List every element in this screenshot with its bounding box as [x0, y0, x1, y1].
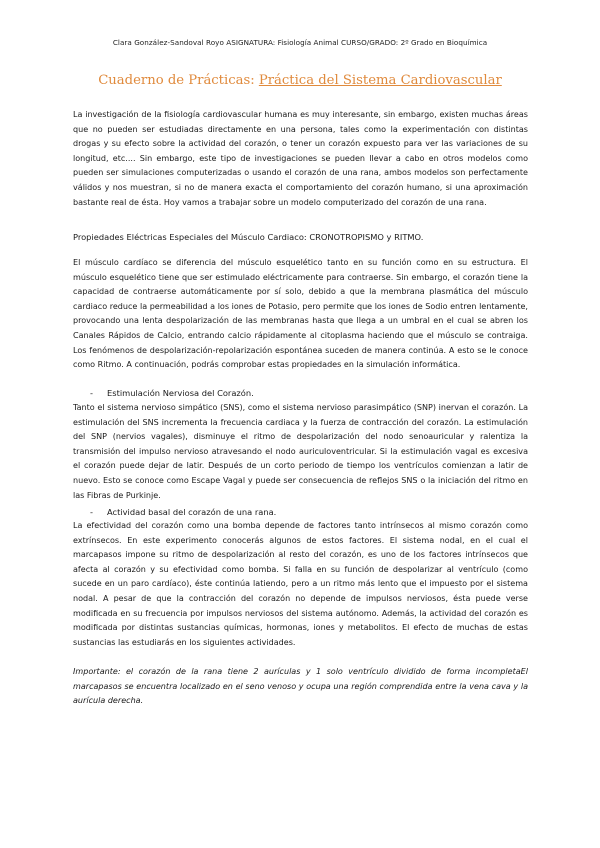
basal-activity-text: La efectividad del corazón como una bomba depende de factores tanto intrínsecos al mismo corazón como extrínsecos. En este experimento conocerás algunos de estos factores. El sistema nodal, en el cual el marcapasos impone su ritmo de despolarización al resto del corazón, es uno de los factores intrínsecos que afecta al corazón y su efectividad como bomba. Si falla en su función de despolarizar al ventrículo (como sucede en un paro cardíaco), éste continúa latiendo, pero a un ritmo más lento que el impuesto por el sistema nodal. A pesar de que la contracción del corazón no depende de impulsos nerviosos, ésta puede verse modificada en su frecuencia por impulsos nerviosos del sistema autónomo. Además, la actividad del corazón es modificada por distintas sustancias químicas, hormonas, iones y metabolitos. El efecto de muchas de estas sustancias las estudiarás en los siguientes actividades. [73, 521, 528, 647]
page-header: Clara González-Sandoval Royo ASIGNATURA: Fisiología Animal CURSO/GRADO: 2º Grado en Bioquímica [112, 38, 488, 47]
bullet-dash: - [90, 507, 93, 517]
bullet-title: Actividad basal del corazón de una rana. [107, 507, 277, 517]
title-prefix: Cuaderno de Prácticas: [98, 73, 259, 88]
section-electrical-properties-text: El músculo cardíaco se diferencia del músculo esquelético tanto en su función como en su estructura. El músculo esquelético tiene que ser estimulado eléctricamente para contraerse. Sin embargo, el corazón tiene la capacidad de contraerse automáticamente por sí solo, debido a que la membrana plasmática del músculo cardiaco reduce la permeabilidad a los iones de Potasio, pero permite que los iones de Sodio entren lentamente, provocando una lenta despolarización de las membranas hasta que llega a un umbral en el cual se abren los Canales Rápidos de Calcio, entrando calcio rápidamente al citoplasma haciendo que el músculo se contraiga. Los fenómenos de despolarización-repolarización espontánea suceden de manera continúa. A esto se le conoce como Ritmo. A continuación, podrás comprobar estas propiedades en la simulación informática. [73, 258, 528, 370]
important-note: Importante: el corazón de la rana tiene 2 aurículas y 1 solo ventrículo dividido de forma incompletaEl marcapasos se encuentra localizado en el seno venoso y ocupa una región comprendida entre la vena cava y la aurícula derecha. [73, 667, 528, 706]
title-link[interactable]: Práctica del Sistema Cardiovascular [258, 73, 502, 88]
intro-paragraph: La investigación de la fisiología cardiovascular humana es muy interesante, sin embargo, existen muchas áreas que no pueden ser estudiadas directamente en una persona, tales como la experimentación con distintas drogas y su efecto sobre la actividad del corazón, o tener un corazón expuesto para ver las variaciones de su longitud, etc.... Sin embargo, este tipo de investigaciones se pueden llevar a cabo en otros modelos como pueden ser simulaciones computerizadas o usando el corazón de una rana, ambos modelos son perfectamente válidos y nos muestran, si no de manera exacta el comportamiento del corazón humano, si una aproximación bastante real de ésta. Hoy vamos a trabajar sobre un modelo computerizado del corazón de una rana. [73, 110, 528, 207]
bullet-dash: - [90, 388, 93, 398]
section-title-electrical-properties: Propiedades Eléctricas Especiales del Músculo Cardiaco: CRONOTROPISMO y RITMO. [73, 232, 424, 242]
bullet-heading-nervous-stimulation [73, 386, 545, 401]
bullet-heading-basal-activity [73, 505, 545, 520]
nervous-stimulation-text: Tanto el sistema nervioso simpático (SNS), como el sistema nervioso parasimpático (SNP) inervan el corazón. La estimulación del SNS incrementa la frecuencia cardiaca y la fuerza de contracción del corazón. La estimulación del SNP (nervios vagales), disminuye el ritmo de despolarización del nodo senoauricular y ralentiza la transmisión del impulso nervioso atravesando el nodo auriculoventricular. Si la estimulación vagal es excesiva el corazón puede dejar de latir. Después de un corto periodo de tiempo los ventrículos comienzan a latir de nuevo. Esto se conoce como Escape Vagal y puede ser consecuencia de reflejos SNS o la iniciación del ritmo en las Fibras de Purkinje. [73, 403, 528, 500]
bullet-title: Estimulación Nerviosa del Corazón. [107, 388, 254, 398]
page-title [0, 73, 600, 88]
